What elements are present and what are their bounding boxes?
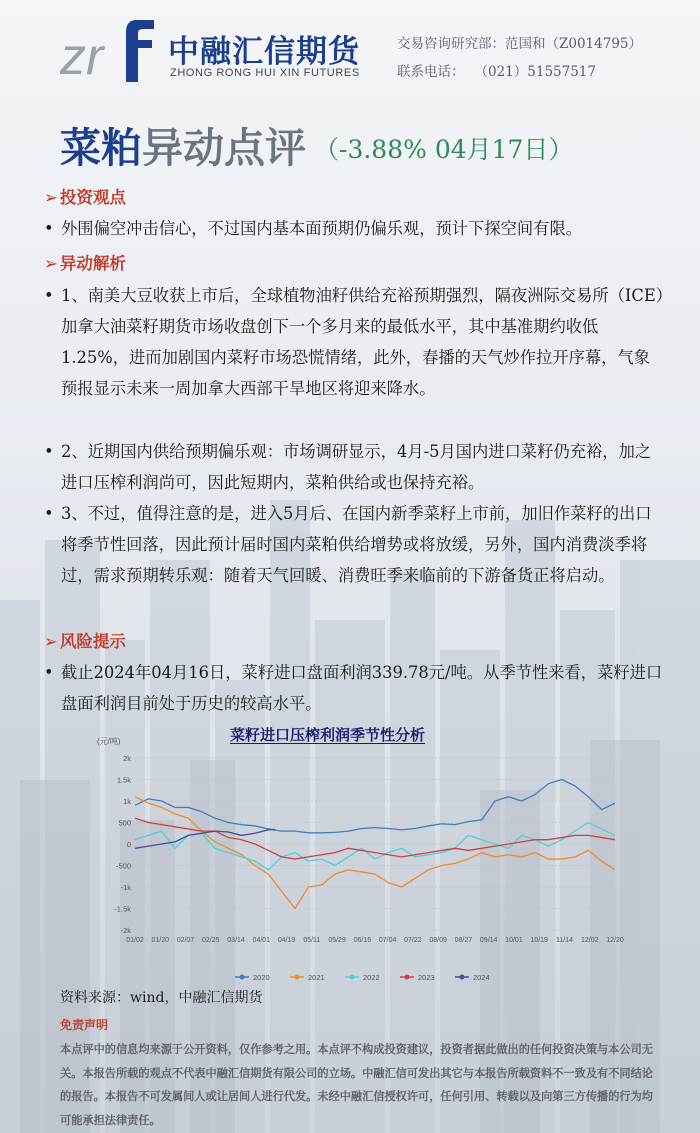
- chart-title: 菜籽进口压榨利润季节性分析: [230, 726, 426, 744]
- disclaimer-heading: 免责声明: [60, 1018, 109, 1032]
- series-line-2024: [135, 829, 275, 848]
- arrow-right-icon: ➢: [44, 632, 58, 651]
- y-unit-label: (元/吨): [97, 737, 121, 746]
- y-tick-label: 0: [126, 840, 131, 849]
- contact-block: [397, 30, 642, 86]
- x-tick-label: 08/27: [454, 937, 473, 944]
- x-tick-label: 10/19: [530, 937, 548, 944]
- bullet-icon: •: [44, 442, 54, 461]
- x-tick-label: 08/09: [429, 937, 447, 944]
- legend-label-2022: 2022: [363, 973, 380, 982]
- logo-chinese-text: 中融汇信期货: [168, 34, 360, 70]
- legend-label-2023: 2023: [418, 973, 435, 982]
- legend-marker-2021: [295, 975, 300, 980]
- section-heading-text: 投资观点: [59, 188, 126, 207]
- bullet-icon: •: [44, 663, 54, 682]
- risk-text: 截止2024年04月16日，菜籽进口盘面利润339.78元/吨。从季节性来看，菜籽进口盘面利润目前处于历史的较高水平。: [61, 663, 663, 713]
- x-tick-label: 04/19: [277, 937, 296, 944]
- y-tick-label: 500: [118, 818, 131, 828]
- logo-english-text: ZHONG RONG HUI XIN FUTURES: [170, 67, 360, 79]
- analyst-line: 交易咨询研究部：范国和（Z0014795）: [397, 36, 643, 52]
- x-tick-label: 10/01: [505, 937, 523, 944]
- risk-item: [44, 657, 664, 719]
- series-line-2022: [135, 823, 615, 870]
- phone-line: [397, 58, 642, 86]
- series-line-2020: [468, 780, 615, 822]
- view-text: 外围偏空冲击信心，不过国内基本面预期仍偏乐观，预计下探空间有限。: [61, 219, 583, 238]
- company-logo: [60, 12, 390, 82]
- analysis-item-2: [44, 436, 664, 498]
- x-tick-label: 11/14: [555, 937, 573, 944]
- phone-label: 联系电话：: [397, 64, 465, 80]
- x-tick-label: 12/20: [606, 937, 624, 944]
- x-tick-label: 07/22: [404, 937, 422, 944]
- x-tick-label: 07/04: [378, 937, 397, 944]
- bullet-icon: •: [44, 219, 54, 238]
- legend-marker-2024: [460, 975, 465, 980]
- y-tick-label: -2k: [120, 926, 131, 935]
- legend-marker-2023: [405, 975, 410, 980]
- x-tick-label: 05/11: [303, 937, 321, 944]
- seasonal-profit-chart: [95, 730, 635, 990]
- x-tick-label: 01/20: [151, 937, 170, 944]
- page-title: [60, 115, 573, 174]
- svg-text:zr: zr: [60, 28, 104, 82]
- y-tick-label: -500: [115, 861, 131, 871]
- x-tick-label: 02/07: [176, 937, 195, 944]
- legend-label-2020: 2020: [253, 973, 270, 982]
- bullet-icon: •: [44, 286, 54, 305]
- arrow-right-icon: ➢: [44, 254, 58, 273]
- y-tick-label: -1.5k: [114, 904, 131, 914]
- y-tick-label: 2k: [123, 754, 131, 763]
- x-tick-label: 12/02: [580, 937, 599, 944]
- title-change-date: （-3.88% 04月17日）: [314, 135, 574, 164]
- section-heading-risk: [44, 628, 126, 652]
- title-suffix: 异动点评: [142, 124, 306, 172]
- title-product: 菜粕: [60, 124, 142, 172]
- section-heading-text: 异动解析: [59, 254, 126, 273]
- bullet-icon: •: [44, 504, 54, 523]
- data-source: 资料来源：wind，中融汇信期货: [60, 990, 263, 1006]
- analysis-text-3: 3、不过，值得注意的是，进入5月后、在国内新季菜籽上市前，加旧作菜籽的出口将季节性回落，因此预计届时国内菜粕供给增势或将放缓，另外，国内消费淡季将过，需求预期转乐观：随着天气回暖、消费旺季来临前的下游备货正将启动。: [61, 504, 652, 585]
- y-tick-label: -1k: [120, 883, 131, 892]
- section-heading-analysis: [44, 250, 126, 274]
- y-tick-label: 1.5k: [116, 775, 131, 785]
- legend-marker-2020: [240, 975, 245, 980]
- phone-number: （021）51557517: [474, 64, 596, 80]
- section-heading-text: 风险提示: [59, 632, 126, 651]
- analysis-item-1: [44, 280, 664, 404]
- analysis-text-1: 1、南美大豆收获上市后，全球植物油籽供给充裕预期强烈，隔夜洲际交易所（ICE）加拿大油菜籽期货市场收盘创下一个多月来的最低水平，其中基准期约收低1.25%，进而加剧国内菜籽市场恐慌情绪，此外，春播的天气炒作拉开序幕，气象预报显示未来一周加拿大西部干旱地区将迎来降水。: [61, 286, 664, 398]
- x-tick-label: 06/16: [353, 937, 372, 944]
- x-tick-label: 04/01: [252, 937, 271, 944]
- series-line-2020: [135, 799, 468, 833]
- analysis-item-3: [44, 498, 664, 591]
- legend-marker-2022: [350, 975, 355, 980]
- section-heading-view: [44, 184, 126, 208]
- legend-label-2024: 2024: [473, 973, 490, 982]
- analysis-text-2: 2、近期国内供给预期偏乐观：市场调研显示，4月-5月国内进口菜籽仍充裕，加之进口压榨利润尚可，因此短期内，菜粕供给或也保持充裕。: [61, 442, 652, 492]
- x-tick-label: 03/14: [227, 937, 245, 944]
- x-tick-label: 02/25: [202, 937, 220, 944]
- y-tick-label: 1k: [123, 797, 131, 806]
- x-tick-label: 09/14: [479, 937, 498, 944]
- arrow-right-icon: ➢: [44, 188, 58, 207]
- legend-label-2021: 2021: [308, 973, 325, 982]
- view-item: [44, 213, 664, 244]
- x-tick-label: 01/02: [126, 937, 144, 944]
- disclaimer-text: 本点评中的信息均来源于公开资料，仅作参考之用。本点评不构成投资建议，投资者据此做出的任何投资决策与本公司无关。本报告所载的观点不代表中融汇信期货有限公司的立场。中融汇信可发出其它与本报告所载资料不一致及有不同结论的报告。本报告不可发属间人或让居间人进行代发。未经中融汇信授权许可，任何引用、转载以及向第三方传播的行为均可能承担法律责任。: [60, 1043, 653, 1127]
- logo-mark-icon: [60, 12, 160, 82]
- x-tick-label: 05/29: [328, 937, 346, 944]
